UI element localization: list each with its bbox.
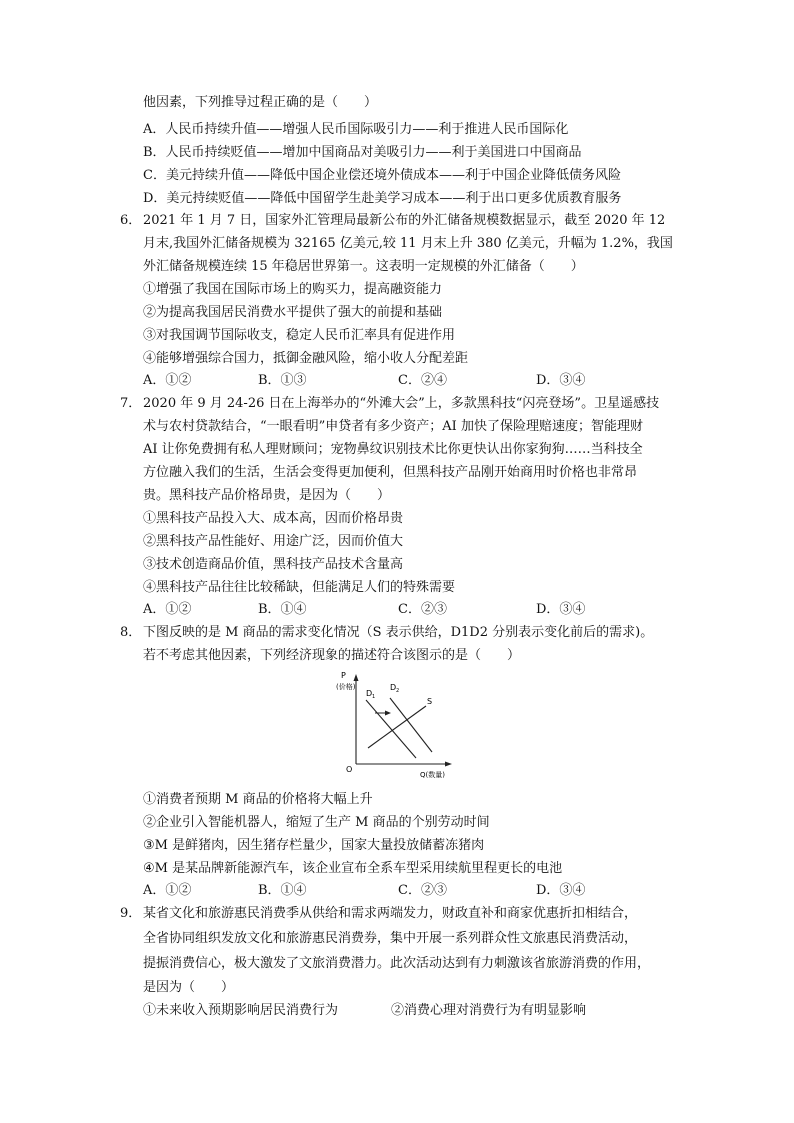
q7-choice-a: A．①② <box>143 602 192 617</box>
q8-choice-a: A．①② <box>143 883 192 898</box>
q8-item-2: ②企业引入智能机器人，缩短了生产 M 商品的个别劳动时间 <box>143 815 490 830</box>
q7-item-1: ①黑科技产品投入大、成本高，因而价格昂贵 <box>143 511 404 526</box>
q9-line-3: 提振消费信心，极大激发了文旅消费潜力。此次活动达到有力刺激该省旅游消费的作用， <box>143 956 651 971</box>
p-axis-label: P <box>341 671 346 680</box>
q6-choice-d: D．③④ <box>536 373 586 388</box>
x-axis-arrow <box>445 762 452 767</box>
demand-curve-d1 <box>366 700 416 758</box>
d2-label: D <box>390 683 397 692</box>
d1-label: D <box>366 689 373 698</box>
origin-label: O <box>346 765 353 774</box>
s-label: S <box>427 697 433 706</box>
q6-choice-a: A．①② <box>143 373 192 388</box>
q7-item-4: ④黑科技产品往往比较稀缺，但能满足人们的特殊需要 <box>143 580 456 595</box>
q7-line-4: 方位融入我们的生活，生活会变得更加便利，但黑科技产品刚开始商用时价格也非常昂 <box>143 465 638 480</box>
q7-choice-d: D．③④ <box>536 602 586 617</box>
q7-item-3: ③技术创造商品价值，黑科技产品技术含量高 <box>143 557 404 572</box>
q5-option-c: C．美元持续升值——降低中国企业偿还境外债成本——利于中国企业降低债务风险 <box>143 168 621 183</box>
q6-choice-c: C．②④ <box>398 373 447 388</box>
q9-line-1: 某省文化和旅游惠民消费季从供给和需求两端发力，财政直补和商家优惠折扣相结合， <box>143 906 638 921</box>
q6-line-2: 月末,我国外汇储备规模为 32165 亿美元,较 11 月末上升 380 亿美元，升幅为 1.2%，我国 <box>143 236 673 251</box>
q7-line-2: 术与农村贷款结合，“一眼看明”申贷者有多少资产；AI 加快了保险理赔速度；智能理财 <box>143 419 643 434</box>
q7-line-5: 贵。黑科技产品价格昂贵，是因为（ ） <box>143 488 391 503</box>
q-axis-label: Q(数量) <box>420 771 445 779</box>
q8-line-1: 下图反映的是 M 商品的需求变化情况（S 表示供给，D1D2 分别表示变化前后的需求)。 <box>143 625 654 640</box>
q6-item-1: ①增强了我国在国际市场上的购买力，提高融资能力 <box>143 282 443 297</box>
q5-option-b: B．人民币持续贬值——增加中国商品对美吸引力——利于美国进口中国商品 <box>143 145 582 160</box>
q6-line-1: 2021 年 1 月 7 日，国家外汇管理局最新公布的外汇储备规模数据显示，截至 2020 年 12 <box>143 213 666 228</box>
q6-item-2: ②为提高我国居民消费水平提供了强大的前提和基础 <box>143 305 443 320</box>
q9-line-2: 全省协同组织发放文化和旅游惠民消费券，集中开展一系列群众性文旅惠民消费活动， <box>143 931 638 946</box>
d1-subscript: 1 <box>372 694 376 700</box>
q5-option-d: D．美元持续贬值——降低中国留学生赴美学习成本——利于出口更多优质教育服务 <box>143 191 622 206</box>
q8-choice-c: C．②③ <box>398 883 447 898</box>
q6-item-4: ④能够增强综合国力，抵御金融风险，缩小收人分配差距 <box>143 351 469 366</box>
q7-number: 7． <box>120 396 142 411</box>
q9-item-1: ①未来收入预期影响居民消费行为 <box>143 1003 339 1018</box>
q9-line-4: 是因为（ ） <box>143 980 235 995</box>
q7-choice-c: C．②③ <box>398 602 447 617</box>
q8-item-3: ③M 是鲜猪肉，因生猪存栏量少，国家大量投放储蓄冻猪肉 <box>143 838 485 853</box>
q7-choice-b: B．①④ <box>258 602 307 617</box>
q8-number: 8． <box>120 625 142 640</box>
q7-line-3: AI 让你免费拥有私人理财顾问；宠物鼻纹识别技术比你更快认出你家狗狗……当科技全 <box>143 442 643 457</box>
q8-line-2: 若不考虑其他因素，下列经济现象的描述符合该图示的是（ ） <box>143 648 521 663</box>
p-axis-sublabel: (价格) <box>336 683 356 691</box>
q8-item-4: ④M 是某品牌新能源汽车，该企业宣布全系车型采用续航里程更长的电池 <box>143 861 563 876</box>
q7-line-1: 2020 年 9 月 24-26 日在上海举办的“外滩大会”上，多款黑科技“闪亮登场”。卫星遥感技 <box>143 396 660 411</box>
d2-subscript: 2 <box>396 688 400 694</box>
q6-line-3: 外汇储备规模连续 15 年稳居世界第一。这表明一定规模的外汇储备（ ） <box>143 259 584 274</box>
q8-item-1: ①消费者预期 M 商品的价格将大幅上升 <box>143 792 373 807</box>
q8-choice-b: B．①④ <box>258 883 307 898</box>
y-axis-arrow <box>354 674 359 681</box>
q5-stem-tail: 他因素，下列推导过程正确的是（ ） <box>143 95 378 110</box>
shift-arrow-icon <box>385 711 391 716</box>
q5-option-a: A．人民币持续升值——增强人民币国际吸引力——利于推进人民币国际化 <box>143 122 569 137</box>
q7-item-2: ②黑科技产品性能好、用途广泛，因而价值大 <box>143 534 404 549</box>
q6-item-3: ③对我国调节国际收支，稳定人民币汇率具有促进作用 <box>143 328 456 343</box>
q6-choice-b: B．①③ <box>258 373 307 388</box>
supply-demand-figure <box>328 668 458 780</box>
q9-number: 9． <box>120 906 142 921</box>
q8-choice-d: D．③④ <box>536 883 586 898</box>
q9-item-2: ②消费心理对消费行为有明显影响 <box>391 1003 587 1018</box>
q6-number: 6． <box>120 213 142 228</box>
